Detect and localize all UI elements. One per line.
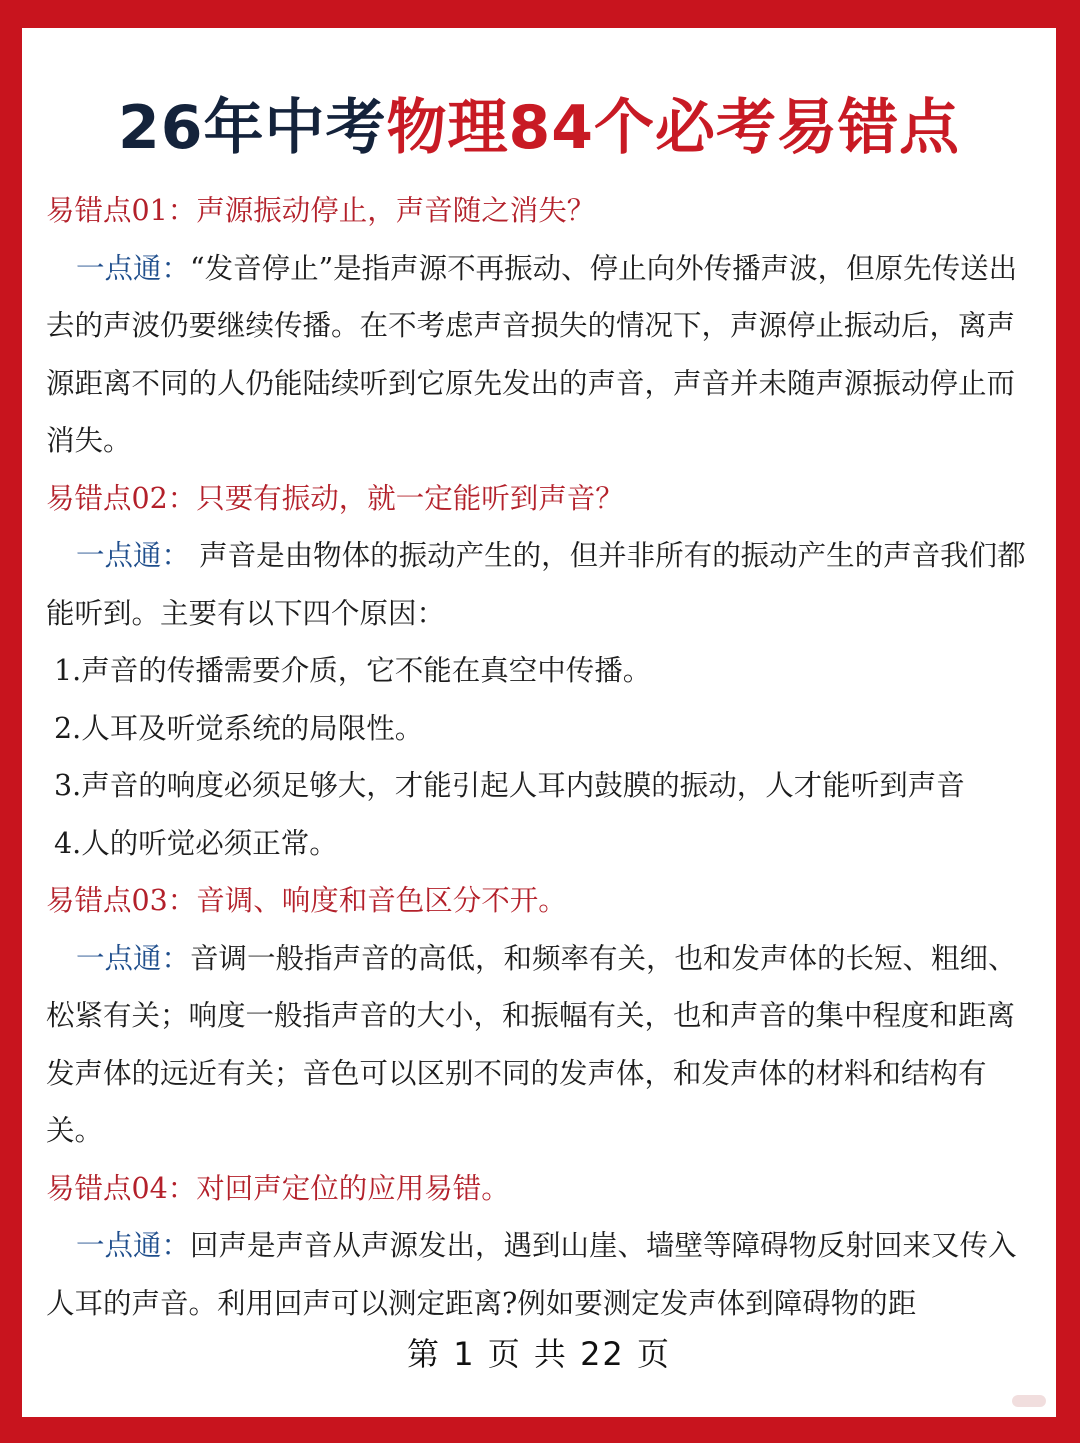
reason-list-item: 1.声音的传播需要介质，它不能在真空中传播。 bbox=[54, 654, 652, 687]
tip-paragraph bbox=[46, 930, 1036, 1160]
watermark-badge bbox=[1012, 1395, 1046, 1407]
page-title bbox=[22, 88, 1056, 168]
tip-text: “发音停止”是指声源不再振动、停止向外传播声波，但原先传送出去的声波仍要继续传播。在不考虑声音损失的情况下，声源停止振动后，离声源距离不同的人仍能陆续听到它原先发出的声音，声音并未随声源振动停止而消失。 bbox=[46, 251, 1018, 457]
tip-paragraph bbox=[46, 240, 1036, 470]
reason-list-item: 3.声音的响度必须足够大，才能引起人耳内鼓膜的振动，人才能听到声音 bbox=[54, 769, 965, 802]
section-heading: 易错点03：音调、响度和音色区分不开。 bbox=[46, 884, 567, 917]
tip-label: 一点通： bbox=[76, 251, 191, 285]
tip-text: 音调一般指声音的高低，和频率有关，也和发声体的长短、粗细、松紧有关；响度一般指声音的大小，和振幅有关，也和声音的集中程度和距离发声体的远近有关；音色可以区别不同的发声体，和发声体的材料和结构有关。 bbox=[46, 941, 1017, 1147]
article-body bbox=[46, 182, 1036, 1332]
reason-list-item: 4.人的听觉必须正常。 bbox=[54, 826, 338, 860]
tip-label: 一点通： bbox=[76, 539, 191, 572]
section-heading: 易错点04：对回声定位的应用易错。 bbox=[46, 1171, 510, 1205]
section-heading: 易错点02：只要有振动，就一定能听到声音？ bbox=[46, 481, 624, 515]
tip-text: 声音是由物体的振动产生的，但并非所有的振动产生的声音我们都能听到。主要有以下四个原因： bbox=[46, 539, 1026, 630]
section-heading: 易错点01：声源振动停止，声音随之消失？ bbox=[46, 194, 596, 227]
title-prefix: 26年中考 bbox=[118, 93, 387, 163]
reason-list-item: 2.人耳及听觉系统的局限性。 bbox=[54, 711, 424, 745]
tip-label: 一点通： bbox=[76, 1229, 191, 1262]
tip-paragraph bbox=[46, 1217, 1036, 1332]
tip-paragraph bbox=[46, 527, 1036, 642]
title-highlight: 物理84个必考易错点 bbox=[386, 93, 960, 163]
tip-text: 回声是声音从声源发出，遇到山崖、墙壁等障碍物反射回来又传入人耳的声音。利用回声可以测定距离?例如要测定发声体到障碍物的距 bbox=[46, 1229, 1017, 1320]
document-page bbox=[22, 28, 1056, 1417]
tip-label: 一点通： bbox=[76, 941, 191, 975]
page-number: 第 1 页 共 22 页 bbox=[407, 1335, 671, 1373]
